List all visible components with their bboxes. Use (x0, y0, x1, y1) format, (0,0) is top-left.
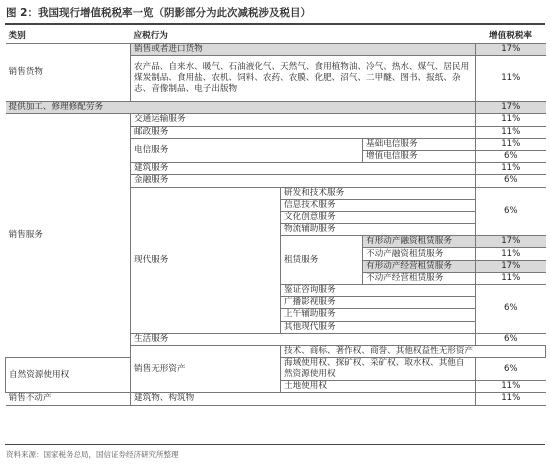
activity-cell: 增值电信服务 (363, 150, 476, 162)
header-rate: 增值税税率 (476, 30, 546, 44)
header-category: 类别 (6, 30, 131, 44)
activity-cell: 农产品、自来水、暖气、石油液化气、天然气、食用植物油、冷气、热水、煤气、居民用煤炭制品、食用盐、农机、饲料、农药、农膜、化肥、沼气、二甲醚、图书、报纸、杂志、音像制品、电子出版物 (131, 56, 476, 102)
activity-cell: 有形动产融资租赁服务 (363, 236, 476, 248)
rate-cell: 11% (476, 248, 546, 260)
activity-cell: 交通运输服务 (131, 114, 476, 126)
activity-cell: 信息技术服务 (281, 199, 476, 211)
rate-cell: 11% (476, 138, 546, 150)
rate-cell: 6% (476, 175, 546, 187)
activity-cell: 不动产经营租赁服务 (363, 272, 476, 284)
rate-cell: 11% (476, 393, 546, 405)
table-top-rule (5, 23, 545, 25)
rate-cell: 11% (476, 56, 546, 102)
rate-cell: 6% (476, 285, 546, 334)
activity-cell: 金融服务 (131, 175, 476, 187)
rate-cell: 11% (476, 381, 546, 393)
activity-cell: 土地使用权 (281, 381, 476, 393)
category-services: 销售服务 (6, 114, 131, 358)
table-row (6, 44, 546, 56)
activity-cell: 基础电信服务 (363, 138, 476, 150)
rate-cell: 17% (476, 236, 546, 248)
category-intangible: 销售无形资产 (131, 345, 281, 392)
activity-cell: 不动产融资租赁服务 (363, 248, 476, 260)
rate-cell: 11% (476, 163, 546, 175)
activity-cell: 自然资源使用权 (6, 358, 131, 393)
activity-cell: 其他现代服务 (281, 321, 476, 333)
activity-cell: 建筑服务 (131, 163, 476, 175)
activity-cell: 有形动产经营租赁服务 (363, 260, 476, 272)
activity-cell: 技术、商标、著作权、商誉、其他权益性无形资产 (281, 345, 546, 357)
activity-cell: 生活服务 (131, 333, 476, 345)
activity-cell: 建筑物、构筑物 (131, 393, 476, 405)
rate-cell: 17% (476, 102, 546, 114)
category-sales-goods: 销售货物 (6, 44, 131, 102)
category-processing: 提供加工、修理修配劳务 (6, 102, 476, 114)
activity-cell: 物流辅助服务 (281, 224, 476, 236)
table-bottom-rule (5, 444, 545, 445)
table-row (6, 102, 546, 114)
activity-cell: 现代服务 (131, 187, 281, 333)
table-row (6, 393, 546, 405)
rate-cell: 6% (476, 187, 546, 236)
activity-cell: 上午辅助服务 (281, 309, 476, 321)
table-row (6, 114, 546, 126)
rate-cell: 11% (476, 272, 546, 284)
activity-cell: 研发和技术服务 (281, 187, 476, 199)
rate-cell: 11% (476, 114, 546, 126)
rate-cell: 17% (476, 44, 546, 56)
activity-cell: 租赁服务 (281, 236, 363, 285)
activity-cell: 电信服务 (131, 138, 363, 162)
activity-cell: 文化创意服务 (281, 211, 476, 223)
rate-cell: 6% (476, 333, 546, 345)
figure-title: 图 2：我国现行增值税税率一览（阴影部分为此次减税涉及税目） (6, 7, 311, 19)
rate-cell: 11% (476, 126, 546, 138)
rate-cell: 6% (476, 150, 546, 162)
vat-rate-table (5, 30, 546, 406)
rate-cell: 6% (476, 358, 546, 381)
header-taxable-activity: 应税行为 (131, 30, 476, 44)
activity-cell: 海域使用权、探矿权、采矿权、取水权、其他自然资源使用权 (281, 358, 476, 381)
source-note: 资料来源：国家税务总局，国信证券经济研究所整理 (6, 450, 179, 459)
rate-cell: 17% (476, 260, 546, 272)
activity-cell: 鉴证咨询服务 (281, 285, 476, 297)
activity-cell: 销售或者进口货物 (131, 44, 476, 56)
category-real-estate: 销售不动产 (6, 393, 131, 405)
activity-cell: 广播影视服务 (281, 297, 476, 309)
activity-cell: 邮政服务 (131, 126, 476, 138)
header-row (6, 30, 546, 44)
